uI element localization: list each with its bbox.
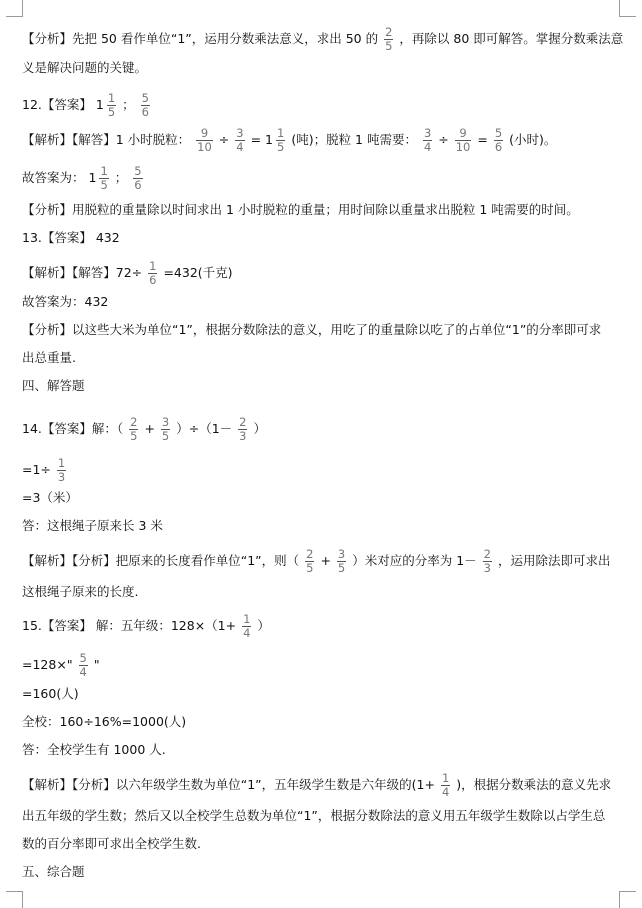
answer-line: 15.【答案】 解：五年级：128×（1+ $\frac{1}{4}$ ） — [22, 612, 270, 640]
page-corner-mark — [6, 891, 23, 908]
analysis-line: 【分析】先把 50 看作单位“1”，运用分数乘法意义，求出 50 的 $\frac{2}{5}$ ，再除以 80 即可解答。掌握分数乘法意 — [22, 25, 624, 53]
solution-line: 【解析】【解答】72÷ $\frac{1}{6}$ =432(千克) — [22, 259, 233, 287]
answer-line: 故答案为： 1 $\frac{1}{5}$ ； $\frac{5}{6}$ — [22, 164, 142, 192]
analysis-line: 这根绳子原来的长度. — [22, 584, 139, 599]
page-corner-mark — [619, 891, 636, 908]
answer-line: 故答案为：432 — [22, 294, 109, 309]
answer-line: 答：这根绳子原来长 3 米 — [22, 518, 163, 533]
mixed-number: 1 $\frac{1}{5}$ — [95, 91, 116, 119]
answer-line: 答：全校学生有 1000 人. — [22, 742, 166, 757]
answer-line: 12.【答案】 1 $\frac{1}{5}$ ； $\frac{5}{6}$ — [22, 91, 149, 119]
section-heading: 五、综合题 — [22, 864, 85, 879]
fraction: $\frac{5}{6}$ — [141, 91, 149, 119]
solution-line: 全校：160÷16%=1000(人) — [22, 714, 187, 729]
page-corner-mark — [619, 0, 636, 17]
analysis-line: 数的百分率即可求出全校学生数. — [22, 836, 201, 851]
section-heading: 四、解答题 — [22, 378, 85, 393]
page-corner-mark — [6, 0, 23, 17]
analysis-line: 义是解决问题的关键。 — [22, 60, 148, 75]
solution-line: =3（米） — [22, 490, 78, 505]
solution-line: =1÷ $\frac{1}{3}$ — [22, 456, 66, 484]
analysis-line: 【分析】以这些大米为单位“1”，根据分数除法的意义，用吃了的重量除以吃了的占单位“1”的分率即可求 — [22, 322, 602, 337]
analysis-line: 出五年级的学生数；然后又以全校学生总数为单位“1”，根据分数除法的意义用五年级学生数除以占学生总 — [22, 808, 606, 823]
answer-line: 14.【答案】解：（ $\frac{2}{5}$ + $\frac{3}{5}$ ）÷（1－ $\frac{2}{3}$ ） — [22, 415, 266, 443]
solution-line: 【解析】【解答】1 小时脱粒： $\frac{9}{10}$ ÷ $\frac{3}{4}$ = 1 $\frac{1}{5}$ (吨)；脱粒 1 吨需要： $\frac{3}{4}$ ÷ $\frac{9}{10}$ = $\frac{5}{6}$ (小时)。 — [22, 126, 557, 154]
fraction: $\frac{2}{5}$ — [385, 25, 393, 53]
solution-line: =128×" $\frac{5}{4}$ " — [22, 651, 100, 679]
analysis-line: 【分析】用脱粒的重量除以时间求出 1 小时脱粒的重量；用时间除以重量求出脱粒 1 吨需要的时间。 — [22, 202, 579, 217]
analysis-line: 【解析】【分析】以六年级学生数为单位“1”，五年级学生数是六年级的(1+ $\frac{1}{4}$ )，根据分数乘法的意义先求 — [22, 771, 612, 799]
solution-line: =160(人) — [22, 686, 79, 701]
analysis-line: 出总重量. — [22, 350, 76, 365]
analysis-line: 【解析】【分析】把原来的长度看作单位“1”，则（ $\frac{2}{5}$ + $\frac{3}{5}$ ）米对应的分率为 1－ $\frac{2}{3}$ ，运用除法即可求出 — [22, 547, 611, 575]
answer-line: 13.【答案】 432 — [22, 230, 120, 245]
